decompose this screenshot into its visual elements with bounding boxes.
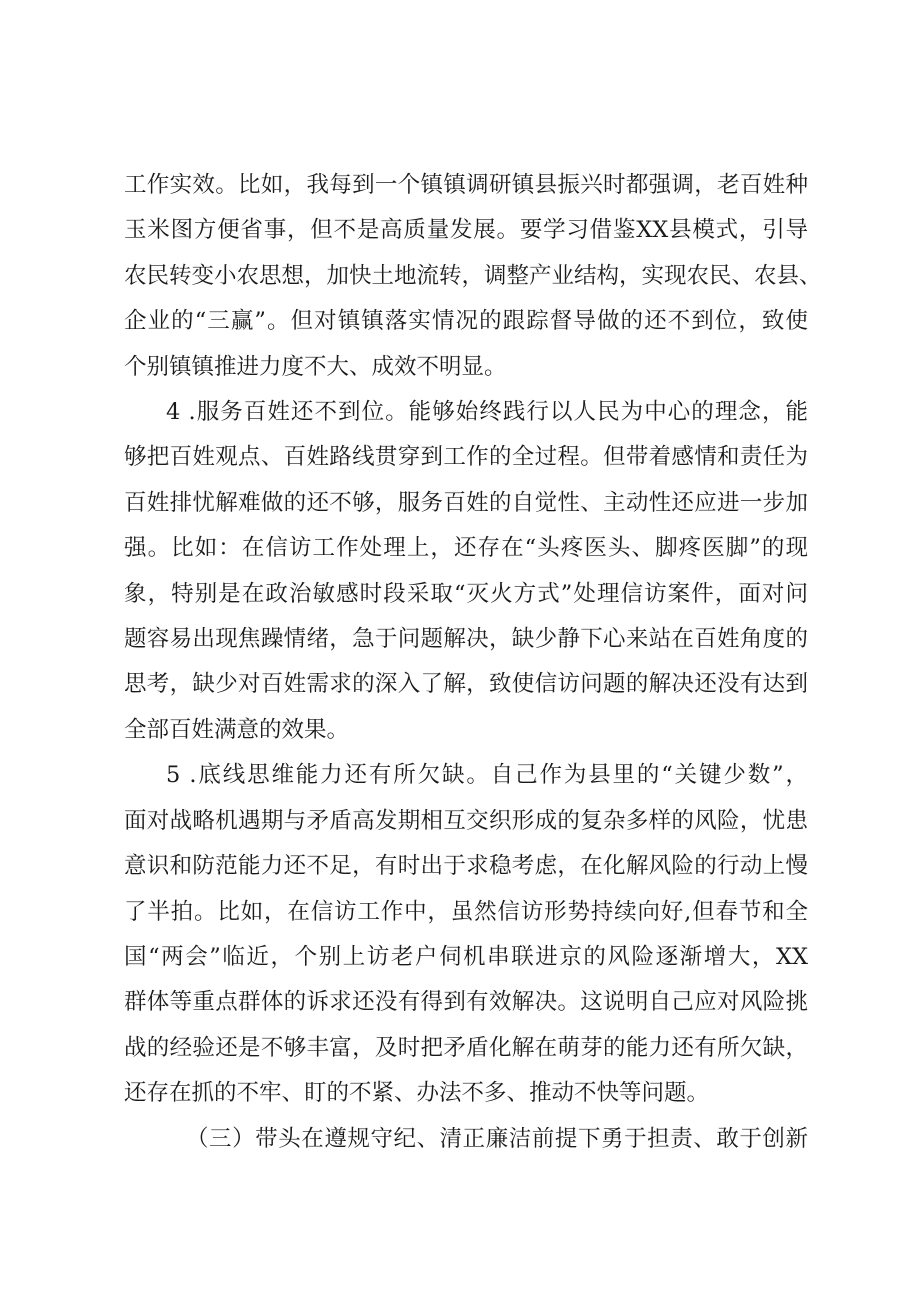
text-line: 思考，缺少对百姓需求的深入了解，致使信访问题的解决还没有达到 <box>124 671 808 698</box>
section-heading-three <box>124 1117 808 1162</box>
text-line: 农民转变小农思想，加快土地流转，调整产业结构，实现农民、农县、 <box>124 262 822 289</box>
text-line: 全部百姓满意的效果。 <box>124 716 350 743</box>
text-line: 象，特别是在政治敏感时段采取“灭火方式”处理信访案件，面对问 <box>124 580 808 607</box>
paragraph-item-4-serve-people <box>124 390 808 753</box>
text-line: 群体等重点群体的诉求还没有得到有效解决。这说明自己应对风险挑 <box>124 989 808 1016</box>
text-line: 强。比如：在信访工作处理上，还存在“头疼医头、脚疼医脚”的现 <box>124 535 808 562</box>
text-line: 了半拍。比如，在信访工作中，虽然信访形势持续向好,但春节和全 <box>124 898 808 925</box>
text-line: 5 .底线思维能力还有所欠缺。自己作为县里的“关键少数”， <box>166 762 808 789</box>
text-line: 百姓排忧解难做的还不够，服务百姓的自觉性、主动性还应进一步加 <box>124 489 808 516</box>
text-line: 4 .服务百姓还不到位。能够始终践行以人民为中心的理念，能 <box>166 399 808 426</box>
text-line: （三）带头在遵规守纪、清正廉洁前提下勇于担责、敢于创新 <box>186 1125 808 1152</box>
paragraph-work-effectiveness <box>124 163 822 390</box>
text-line: 玉米图方便省事，但不是高质量发展。要学习借鉴XX县模式，引导 <box>124 217 808 244</box>
text-line: 还存在抓的不牢、盯的不紧、办法不多、推动不快等问题。 <box>124 1080 710 1107</box>
text-line: 够把百姓观点、百姓路线贯穿到工作的全过程。但带着感情和责任为 <box>124 444 808 471</box>
text-line: 题容易出现焦躁情绪，急于问题解决，缺少静下心来站在百姓角度的 <box>124 626 808 653</box>
paragraph-item-5-bottom-line-thinking <box>124 753 808 1116</box>
text-line: 个别镇镇推进力度不大、成效不明显。 <box>124 353 507 380</box>
document-body <box>124 163 822 1162</box>
text-line: 意识和防范能力还不足，有时出于求稳考虑，在化解风险的行动上慢 <box>124 853 808 880</box>
text-line: 国“两会”临近，个别上访老户伺机串联进京的风险逐渐增大，XX <box>124 943 808 970</box>
text-line: 战的经验还是不够丰富，及时把矛盾化解在萌芽的能力还有所欠缺， <box>124 1034 808 1061</box>
text-line: 企业的“三赢”。但对镇镇落实情况的跟踪督导做的还不到位，致使 <box>124 308 808 335</box>
text-line: 工作实效。比如，我每到一个镇镇调研镇县振兴时都强调，老百姓种 <box>124 172 808 198</box>
text-line: 面对战略机遇期与矛盾高发期相互交织形成的复杂多样的风险，忧患 <box>124 807 808 834</box>
